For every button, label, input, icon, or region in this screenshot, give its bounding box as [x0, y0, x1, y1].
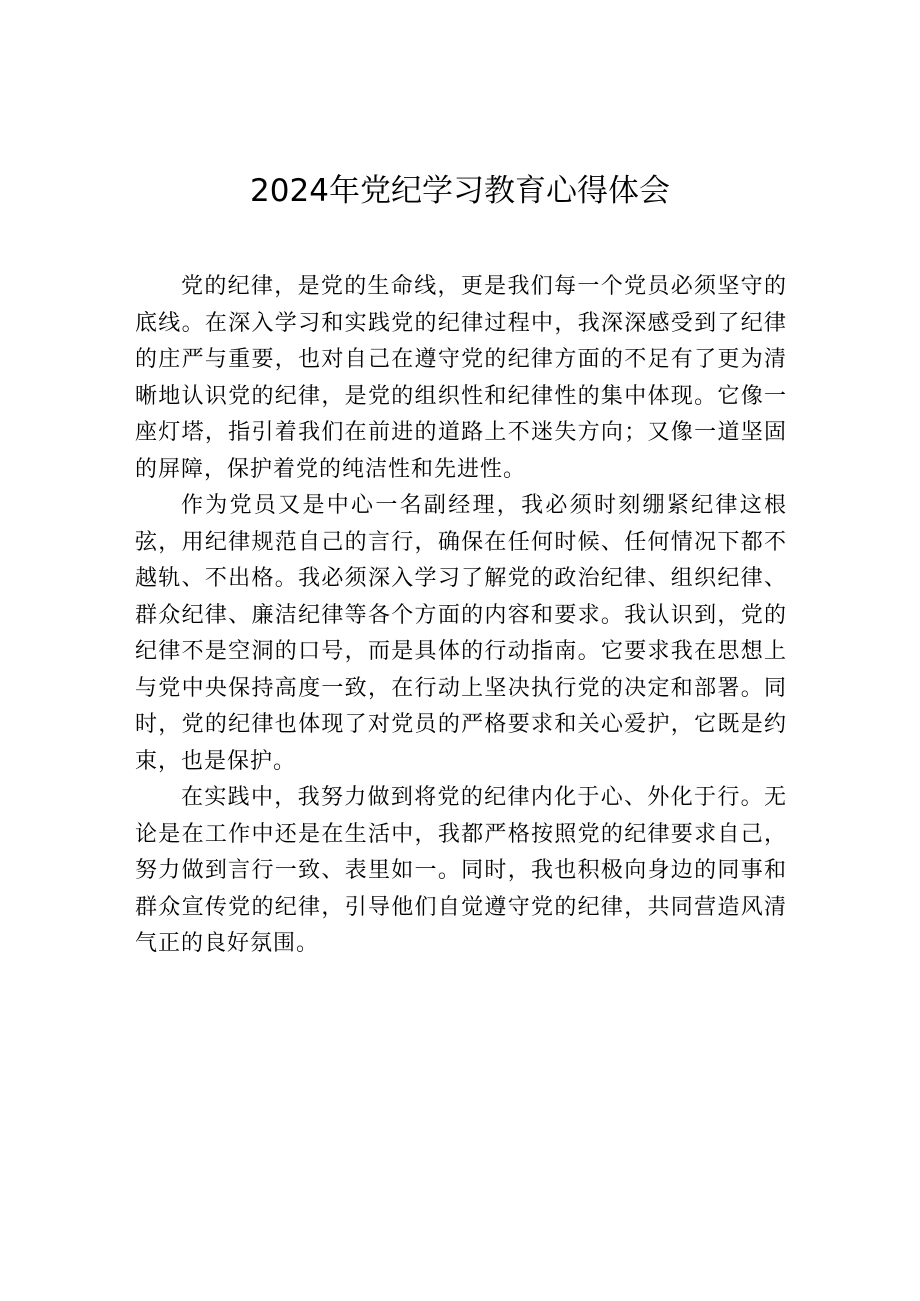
paragraph-3: 在实践中，我努力做到将党的纪律内化于心、外化于行。无论是在工作中还是在生活中，我都严格按照党的纪律要求自己，努力做到言行一致、表里如一。同时，我也积极向身边的同事和群众宣传党的纪律，引导他们自觉遵守党的纪律，共同营造风清气正的良好氛围。 [135, 785, 787, 956]
paragraph-2: 作为党员又是中心一名副经理，我必须时刻绷紧纪律这根弦，用纪律规范自己的言行，确保在任何时候、任何情况下都不越轨、不出格。我必须深入学习了解党的政治纪律、组织纪律、群众纪律、廉洁纪律等各个方面的内容和要求。我认识到，党的纪律不是空洞的口号，而是具体的行动指南。它要求我在思想上与党中央保持高度一致，在行动上坚决执行党的决定和部署。同时，党的纪律也体现了对党员的严格要求和关心爱护，它既是约束，也是保护。 [135, 493, 787, 774]
document-title: 2024年党纪学习教育心得体会 [250, 173, 670, 209]
document-body [135, 269, 787, 963]
paragraph-1: 党的纪律，是党的生命线，更是我们每一个党员必须坚守的底线。在深入学习和实践党的纪律过程中，我深深感受到了纪律的庄严与重要，也对自己在遵守党的纪律方面的不足有了更为清晰地认识党的纪律，是党的组织性和纪律性的集中体现。它像一座灯塔，指引着我们在前进的道路上不迷失方向；又像一道坚固的屏障，保护着党的纯洁性和先进性。 [135, 274, 787, 482]
